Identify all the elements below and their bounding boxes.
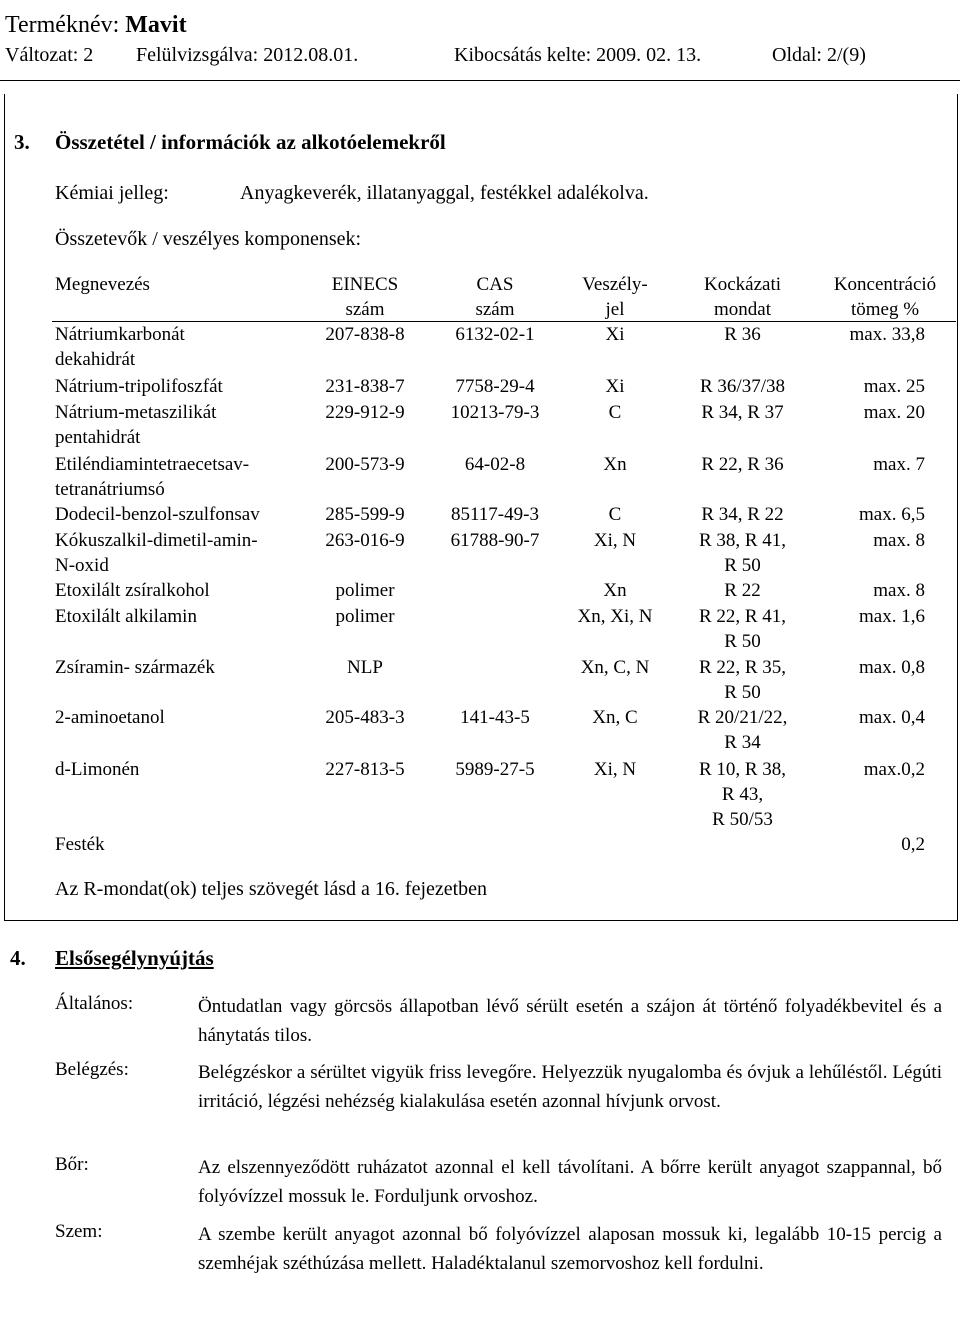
cell-name: Etoxilált alkilamin <box>55 606 197 627</box>
col-header-name: Megnevezés <box>55 274 150 295</box>
cell-risk: R 34, R 37 <box>701 402 784 423</box>
section-4-title: Elsősegélynyújtás <box>55 946 214 970</box>
section-3-title: Összetétel / információk az alkotóelemekről <box>55 130 446 154</box>
first-aid-text: Öntudatlan vagy görcsös állapotban lévő sérült esetén a szájon át történő folyadékbevitel és a hánytatás tilos. <box>198 996 942 1046</box>
cell-cas: 10213-79-3 <box>450 402 540 423</box>
cell-einecs: 200-573-9 <box>325 454 405 475</box>
cell-risk: R 10, R 38, R 43, R 50/53 <box>698 759 787 830</box>
cell-symbol: Xi, N <box>593 530 637 551</box>
cell-name: Etoxilált zsíralkohol <box>55 580 210 601</box>
section-3-number: 3. <box>14 130 30 154</box>
cell-concentration: max. 7 <box>873 454 925 475</box>
first-aid-label: Belégzés: <box>55 1059 129 1080</box>
cell-risk: R 22, R 41, R 50 <box>698 606 787 652</box>
cell-symbol: Xi, N <box>593 759 637 780</box>
col-header-einecs: EINECS szám <box>331 274 399 320</box>
cell-einecs: NLP <box>347 657 383 678</box>
cell-symbol: Xn, C <box>592 707 638 728</box>
col-header-cas: CAS szám <box>475 274 515 320</box>
cell-einecs: 285-599-9 <box>325 504 405 525</box>
cell-risk: R 38, R 41, R 50 <box>698 530 787 576</box>
cell-name: Etiléndiamintetraecetsav- tetranátriumsó <box>55 454 250 500</box>
cell-cas: 6132-02-1 <box>455 324 535 345</box>
cell-name: Kókuszalkil-dimetil-amin- N-oxid <box>55 530 258 576</box>
header-issued: Kibocsátás kelte: 2009. 02. 13. <box>454 44 702 66</box>
components-label: Összetevők / veszélyes komponensek: <box>55 228 362 250</box>
cell-name: Nátrium-metaszilikát pentahidrát <box>55 402 217 448</box>
cell-symbol: Xi <box>605 376 625 397</box>
cell-einecs: 229-912-9 <box>325 402 405 423</box>
cell-name: d-Limonén <box>55 759 140 780</box>
header-divider <box>0 80 960 81</box>
cell-risk: R 36 <box>724 324 761 345</box>
cell-symbol: Xn, C, N <box>580 657 650 678</box>
cell-risk: R 22, R 35, R 50 <box>698 657 787 703</box>
col-header-concentration: Koncentráció tömeg % <box>833 274 937 320</box>
cell-symbol: Xn <box>603 580 627 601</box>
header-revised: Felülvizsgálva: 2012.08.01. <box>136 44 359 66</box>
cell-concentration: max. 8 <box>873 530 925 551</box>
cell-einecs: polimer <box>335 580 395 601</box>
chem-nature-label: Kémiai jelleg: <box>55 182 169 204</box>
section-4-number: 4. <box>10 946 26 970</box>
cell-einecs: 207-838-8 <box>325 324 405 345</box>
cell-concentration: max. 0,4 <box>859 707 925 728</box>
cell-concentration: 0,2 <box>901 834 925 855</box>
cell-concentration: max. 1,6 <box>859 606 925 627</box>
col-header-symbol: Veszély- jel <box>582 274 648 320</box>
cell-cas: 141-43-5 <box>460 707 530 728</box>
cell-concentration: max. 33,8 <box>849 324 925 345</box>
cell-einecs: 227-813-5 <box>325 759 405 780</box>
cell-symbol: Xi <box>605 324 625 345</box>
cell-name: 2-aminoetanol <box>55 707 165 728</box>
first-aid-label: Általános: <box>55 993 134 1014</box>
header-page: Oldal: 2/(9) <box>772 44 866 66</box>
first-aid-text: Az elszennyeződött ruházatot azonnal el kell távolítani. A bőrre került anyagot szappannal, bő folyóvízzel mossuk le. Forduljunk orvoshoz. <box>198 1157 942 1207</box>
cell-risk: R 36/37/38 <box>700 376 785 397</box>
cell-risk: R 22 <box>724 580 761 601</box>
cell-symbol: Xn <box>603 454 627 475</box>
cell-symbol: C <box>608 504 622 525</box>
header-version: Változat: 2 <box>5 44 94 66</box>
cell-risk: R 22, R 36 <box>701 454 784 475</box>
cell-concentration: max. 8 <box>873 580 925 601</box>
first-aid-label: Bőr: <box>55 1154 89 1175</box>
cell-concentration: max. 0,8 <box>859 657 925 678</box>
first-aid-text: Belégzéskor a sérültet vigyük friss levegőre. Helyezzük nyugalomba és óvjuk a lehűléstől. Légúti irritáció, légzési nehézség kialakulása esetén azonnal hívjunk orvost. <box>198 1062 942 1112</box>
cell-einecs: 263-016-9 <box>325 530 405 551</box>
cell-concentration: max.0,2 <box>863 759 925 780</box>
r-phrase-footnote: Az R-mondat(ok) teljes szövegét lásd a 16. fejezetben <box>55 878 488 900</box>
cell-cas: 64-02-8 <box>464 454 526 475</box>
cell-cas: 5989-27-5 <box>455 759 535 780</box>
first-aid-text: A szembe került anyagot azonnal bő folyóvízzel alaposan mossuk ki, legalább 10-15 percig a szemhéjak széthúzása mellett. Haladéktalanul szemorvoshoz kell fordulni. <box>198 1224 942 1274</box>
cell-name: Nátriumkarbonát dekahidrát <box>55 324 185 370</box>
cell-risk: R 20/21/22, R 34 <box>697 707 788 753</box>
product-name: Mavit <box>125 12 187 38</box>
product-title: Terméknév: Mavit <box>5 12 187 38</box>
cell-cas: 7758-29-4 <box>455 376 535 397</box>
cell-cas: 85117-49-3 <box>451 504 539 525</box>
cell-einecs: 205-483-3 <box>325 707 405 728</box>
cell-concentration: max. 20 <box>863 402 925 423</box>
first-aid-label: Szem: <box>55 1221 103 1242</box>
col-header-risk: Kockázati mondat <box>703 274 781 320</box>
cell-name: Nátrium-tripolifoszfát <box>55 376 223 397</box>
cell-name: Festék <box>55 834 105 855</box>
cell-einecs: polimer <box>335 606 395 627</box>
cell-risk: R 34, R 22 <box>701 504 784 525</box>
cell-concentration: max. 6,5 <box>859 504 925 525</box>
chem-nature-value: Anyagkeverék, illatanyaggal, festékkel adalékolva. <box>240 182 649 204</box>
cell-name: Zsíramin- származék <box>55 657 215 678</box>
cell-cas: 61788-90-7 <box>450 530 540 551</box>
cell-symbol: C <box>608 402 622 423</box>
cell-concentration: max. 25 <box>863 376 925 397</box>
cell-symbol: Xn, Xi, N <box>577 606 653 627</box>
cell-einecs: 231-838-7 <box>325 376 405 397</box>
cell-name: Dodecil-benzol-szulfonsav <box>55 504 260 525</box>
